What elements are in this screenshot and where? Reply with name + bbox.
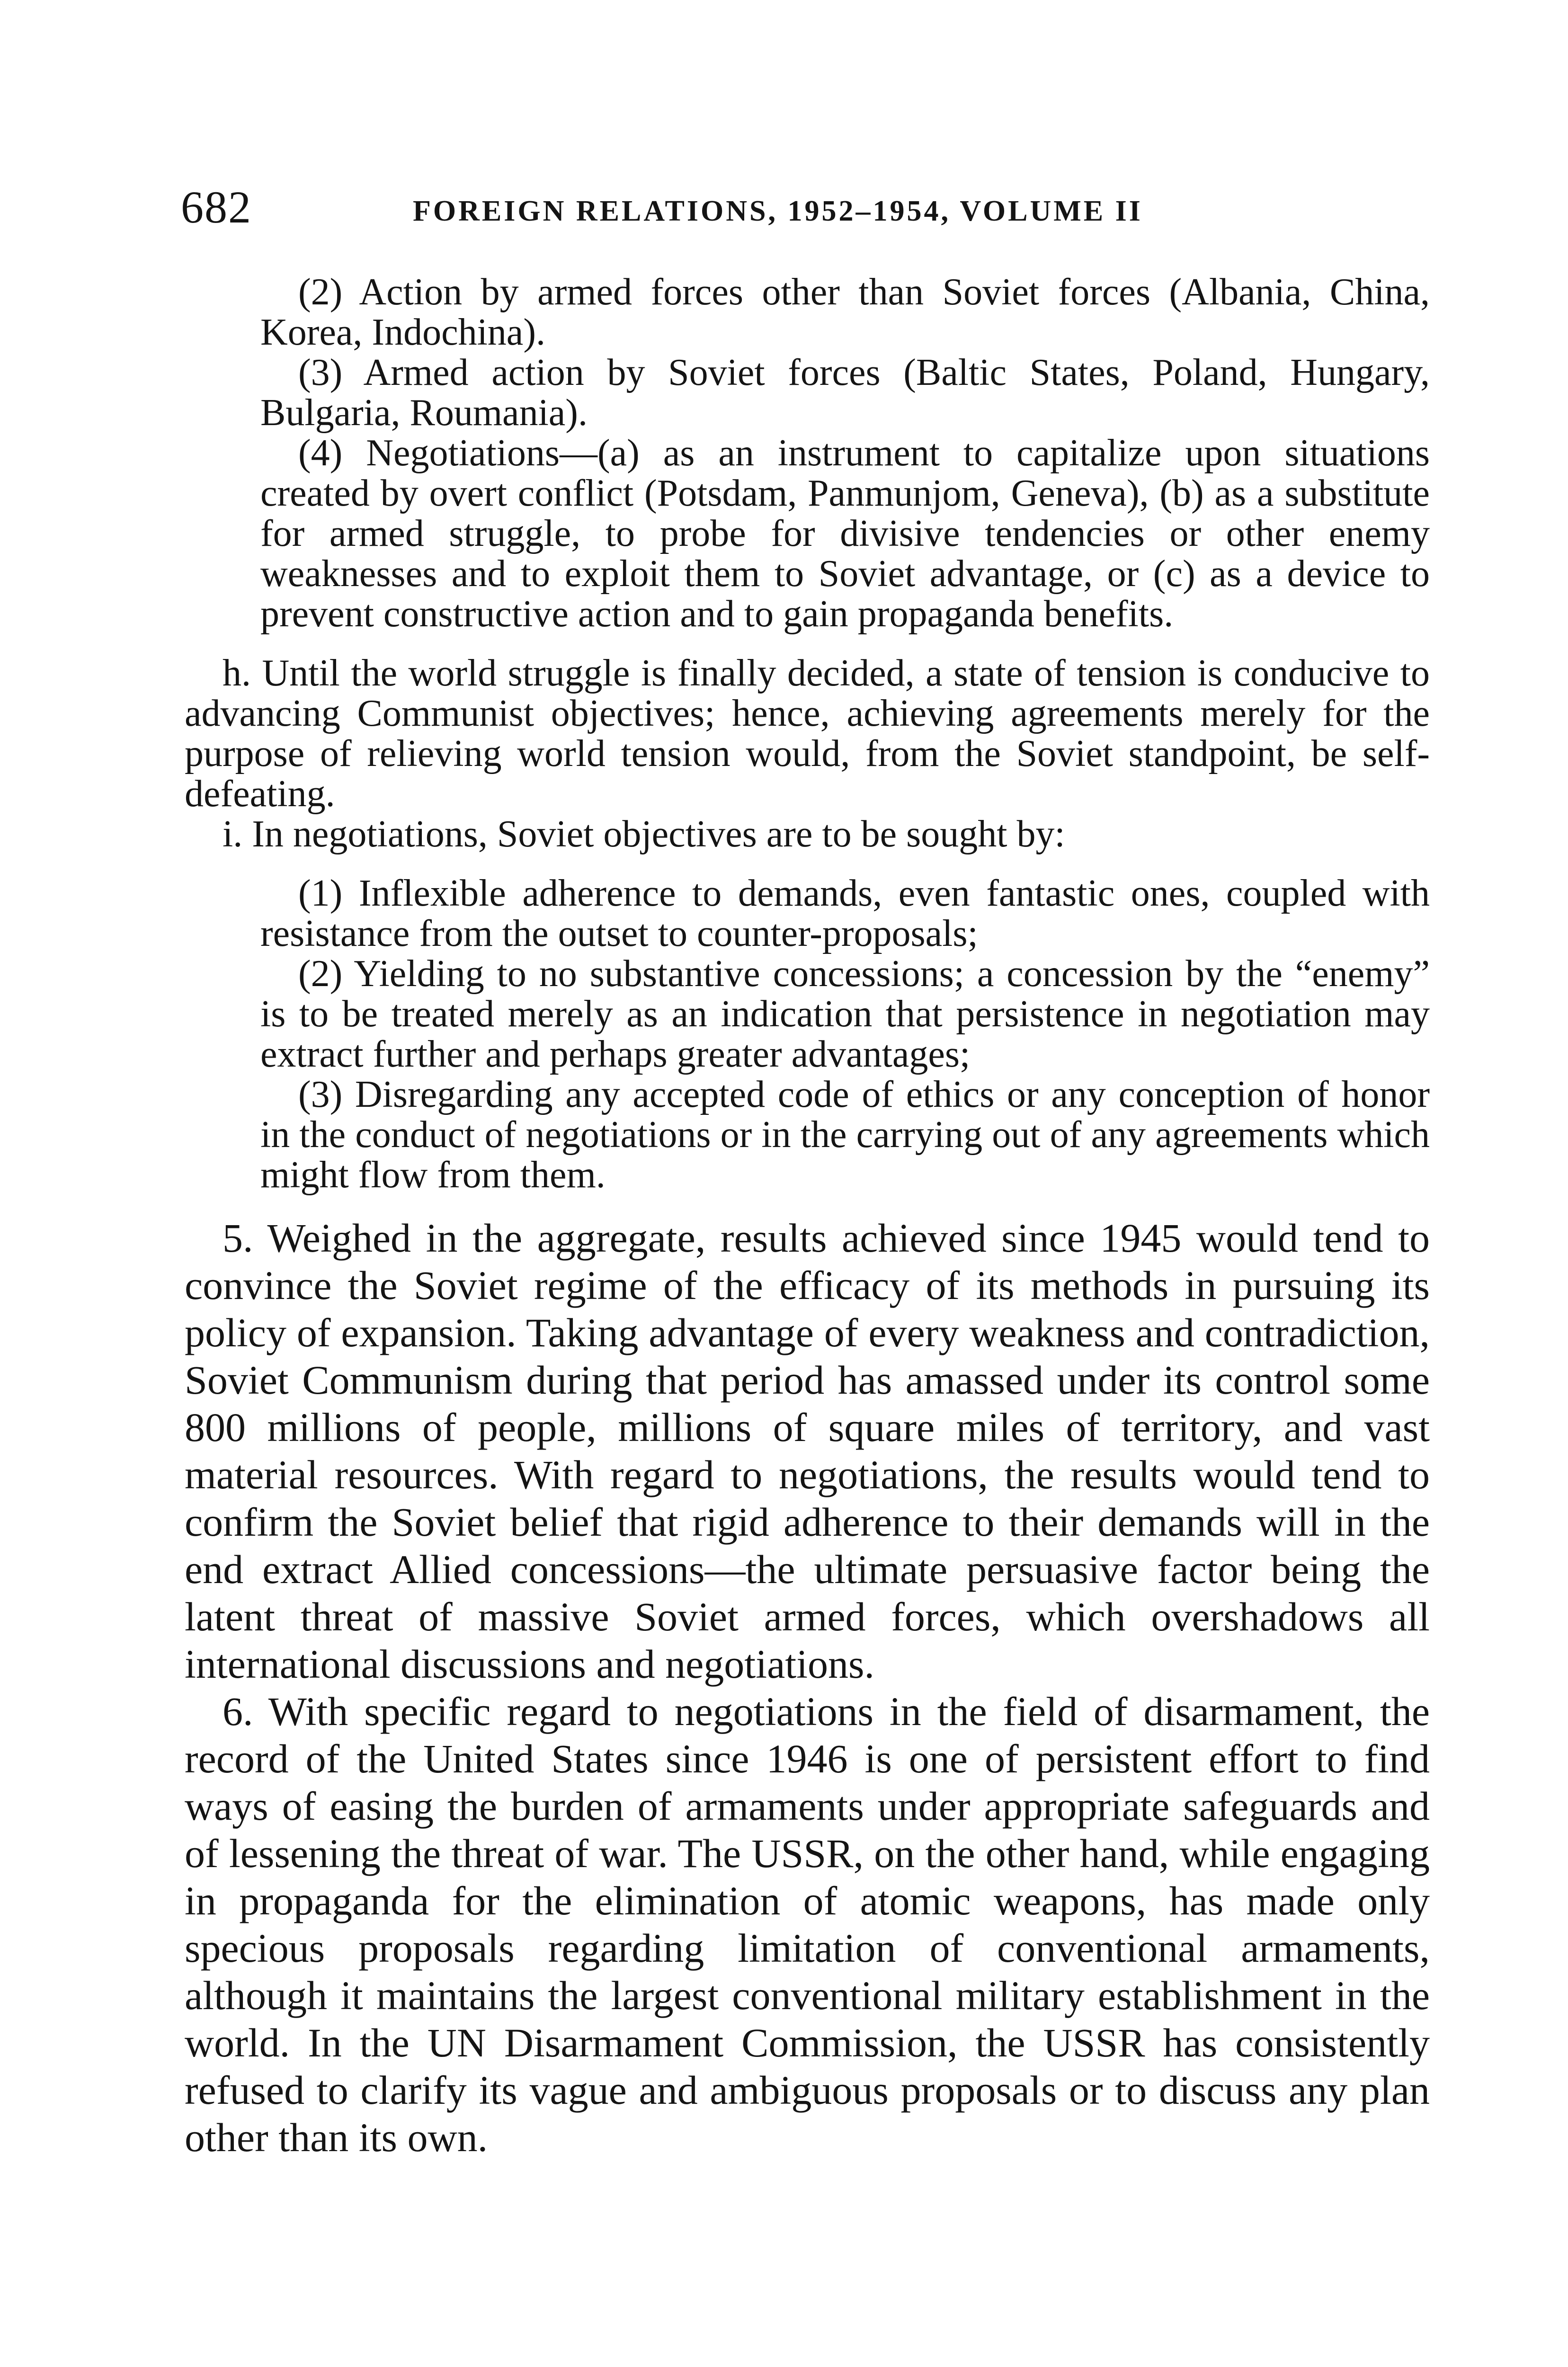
paragraph-g2: (2) Action by armed forces other than Soviet forces (Albania, China, Korea, Indochina). [260, 271, 1430, 353]
body-text [185, 272, 1430, 2161]
paragraph-i3: (3) Disregarding any accepted code of ethics or any conception of honor in the conduct of negotiations or in the carrying out of any agreements which might flow from them. [260, 1074, 1430, 1196]
paragraph-i2: (2) Yielding to no substantive concessions; a concession by the “enemy” is to be treated merely as an indication that persistence in negotiation may extract further and perhaps greater advantages; [260, 953, 1430, 1075]
page-number: 682 [181, 182, 252, 232]
paragraph-5: 5. Weighed in the aggregate, results achieved since 1945 would tend to convince the Soviet regime of the efficacy of its methods in pursuing its policy of expansion. Taking advantage of every weakness and contradiction, Soviet Communism during that period has amassed under its control some 800 millions of people, millions of square miles of territory, and vast material resources. With regard to negotiations, the results would tend to confirm the Soviet belief that rigid adherence to their demands will in the end extract Allied concessions—the ultimate persuasive factor being the latent threat of massive Soviet armed forces, which overshadows all international discussions and negotiations. [185, 1215, 1430, 1687]
paragraph-i1: (1) Inflexible adherence to demands, even fantastic ones, coupled with resistance from the outset to counter-proposals; [260, 872, 1430, 954]
paragraph-i: i. In negotiations, Soviet objectives are to be sought by: [223, 813, 1065, 855]
paragraph-h: h. Until the world struggle is finally decided, a state of tension is conducive to advancing Communist objectives; hence, achieving agreements merely for the purpose of relieving world tension would, from the Soviet standpoint, be self-defeating. [185, 652, 1430, 815]
paragraph-6: 6. With specific regard to negotiations in the field of disarmament, the record of the United States since 1946 is one of persistent effort to find ways of easing the burden of armaments under appropriate safeguards and of lessening the threat of war. The USSR, on the other hand, while engaging in propaganda for the elimination of atomic weapons, has made only specious proposals regarding limitation of conventional armaments, although it maintains the largest conventional military establishment in the world. In the UN Disarmament Commission, the USSR has consistently refused to clarify its vague and ambiguous proposals or to discuss any plan other than its own. [185, 1689, 1430, 2160]
running-head: FOREIGN RELATIONS, 1952–1954, VOLUME II [413, 195, 1143, 227]
paragraph-g4: (4) Negotiations—(a) as an instrument to capitalize upon situations created by overt conflict (Potsdam, Panmunjom, Geneva), (b) as a substitute for armed struggle, to probe for divisive tendencies or other enemy weaknesses and to exploit them to Soviet advantage, or (c) as a device to prevent constructive action and to gain propaganda benefits. [260, 432, 1430, 635]
paragraph-g3: (3) Armed action by Soviet forces (Baltic States, Poland, Hungary, Bulgaria, Roumania). [260, 352, 1430, 434]
page-header [181, 179, 1431, 240]
